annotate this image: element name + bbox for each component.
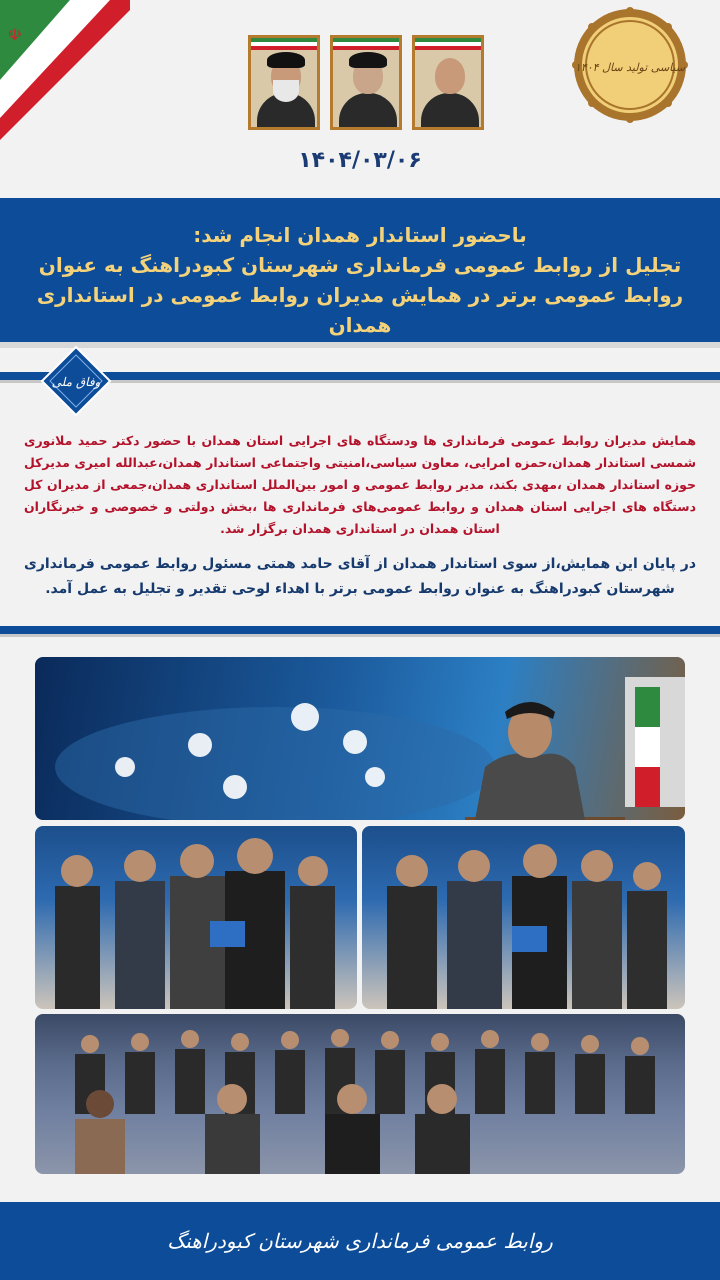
flag-decoration <box>0 0 130 140</box>
speaker-photo <box>35 657 685 820</box>
award-ceremony-photo <box>362 826 685 1009</box>
footer-signature: روابط عمومی فرمانداری شهرستان کبودراهنگ <box>167 1229 553 1253</box>
divider-bar <box>0 626 720 634</box>
leaders-portraits <box>248 35 488 130</box>
svg-text:☫: ☫ <box>7 25 22 44</box>
event-description: همایش مدیران روابط عمومی فرمانداری ها ودستگاه های اجرایی استان همدان با حضور دکتر حمید ملانوری شمسی استاندار همدان،حمزه امرایی، معاون سیاسی،امنیتی واجتماعی استاندار همدان،عبدالله امیری مدیرکل حوزه استاندار همدان ،مهدی بکند، مدیر روابط عمومی و امور بین‌الملل استانداری همدان،جمعی از مدیران کل دستگاه های اجرایی استان همدان و روابط عمومی‌های فرمانداری ها ،بخش دولتی و خصوصی و خبرنگاران استان همدان در استانداری همدان برگزار شد. <box>24 433 696 536</box>
award-ceremony-photo <box>35 826 357 1009</box>
portrait-frame <box>248 35 320 130</box>
headline-band <box>0 198 720 343</box>
portrait-frame <box>412 35 484 130</box>
headline-line2: تجلیل از روابط عمومی فرمانداری شهرستان کبودراهنگ به عنوان روابط عمومی برتر در همایش مدیران روابط عمومی در استانداری همدان <box>36 253 684 337</box>
footer-band <box>0 1202 720 1280</box>
date: ۱۴۰۴/۰۳/۰۶ <box>298 148 422 173</box>
award-description: در پایان این همایش،از سوی استاندار همدان از آقای حامد همتی مسئول روابط عمومی فرمانداری شهرستان کبودراهنگ به عنوان روابط عمومی برتر با اهداء لوحی تقدیر و تجلیل به عمل آمد. <box>24 556 696 597</box>
national-unity-logo <box>40 345 112 417</box>
portrait-frame <box>330 35 402 130</box>
audience-photo <box>35 1014 685 1174</box>
year-slogan-badge <box>570 5 690 125</box>
headline-line1: باحضور استاندار همدان انجام شد: <box>193 223 527 247</box>
badge-text: سیاسی تولید سال ۱۴۰۴ <box>574 61 686 74</box>
divider-shadow <box>0 634 720 637</box>
logo-text: وفاق ملی <box>51 375 101 389</box>
